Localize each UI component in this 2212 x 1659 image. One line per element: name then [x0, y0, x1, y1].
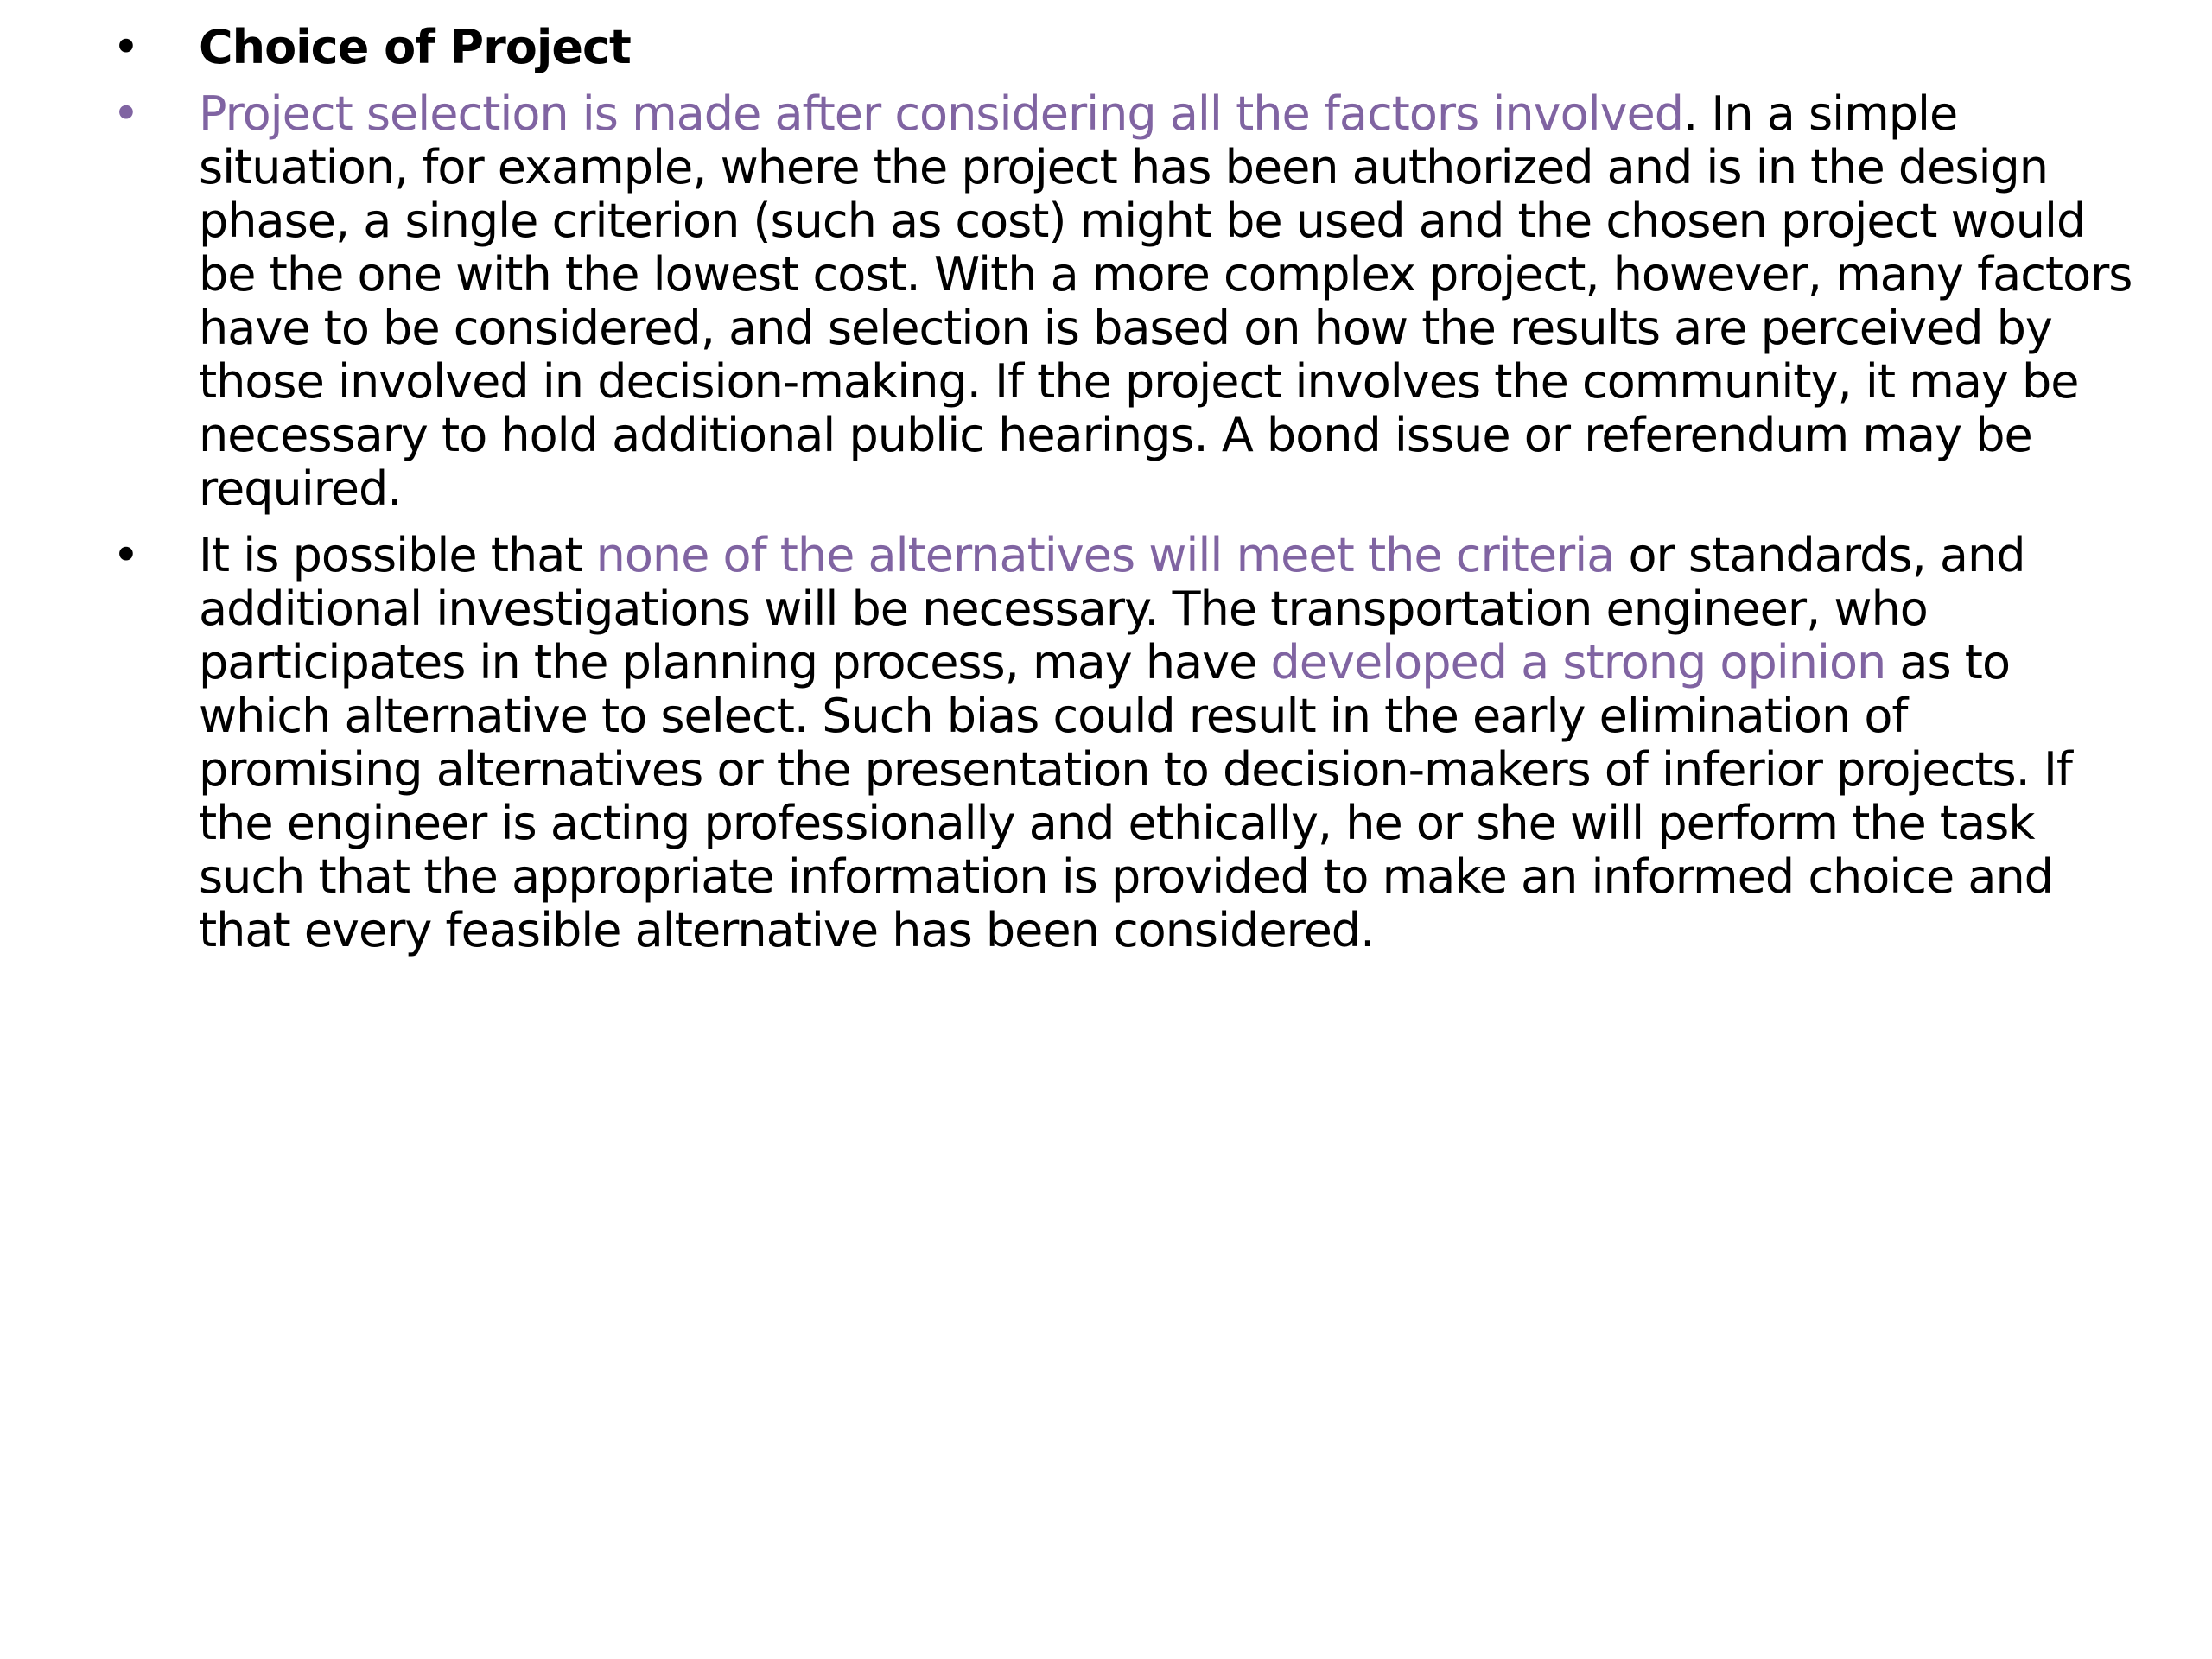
bullet-project-selection: [112, 87, 2143, 516]
paragraph-text: It is possible that: [199, 528, 596, 582]
highlighted-phrase: none of the alternatives will meet the criteria: [595, 528, 1615, 582]
bullet-marker: •: [112, 20, 139, 74]
bullet-marker: •: [112, 528, 139, 582]
highlighted-phrase: Project selection is made after considering all the factors involved: [199, 86, 1684, 141]
paragraph-text: or standards, and additional investigations will be necessary. The transportation engineer, who participates in the planning process, may have: [199, 528, 2025, 690]
bullet-list: [112, 21, 2143, 957]
paragraph-text: as to which alternative to select. Such bias could result in the early elimination of promising alternatives or the presentation to decision-makers of inferior projects. If the engineer is acting professionally and ethically, he or she will perform the task such that the appropriate information is provided to make an informed choice and that every feasible alternative has been considered.: [199, 635, 2072, 957]
section-heading: Choice of Project: [199, 20, 631, 74]
bullet-heading-item: [112, 21, 2143, 74]
bullet-marker: •: [112, 86, 139, 141]
paragraph-text: . In a simple situation, for example, where the project has been authorized and is in the design phase, a single criterion (such as cost) might be used and the chosen project would be the one with the lowest cost. With a more complex project, however, many factors have to be considered, and selection is based on how the results are perceived by those involved in decision-making. If the project involves the community, it may be necessary to hold additional public hearings. A bond issue or referendum may be required.: [199, 86, 2133, 516]
bullet-alternatives: [112, 529, 2143, 957]
highlighted-phrase: developed a strong opinion: [1270, 635, 1886, 690]
